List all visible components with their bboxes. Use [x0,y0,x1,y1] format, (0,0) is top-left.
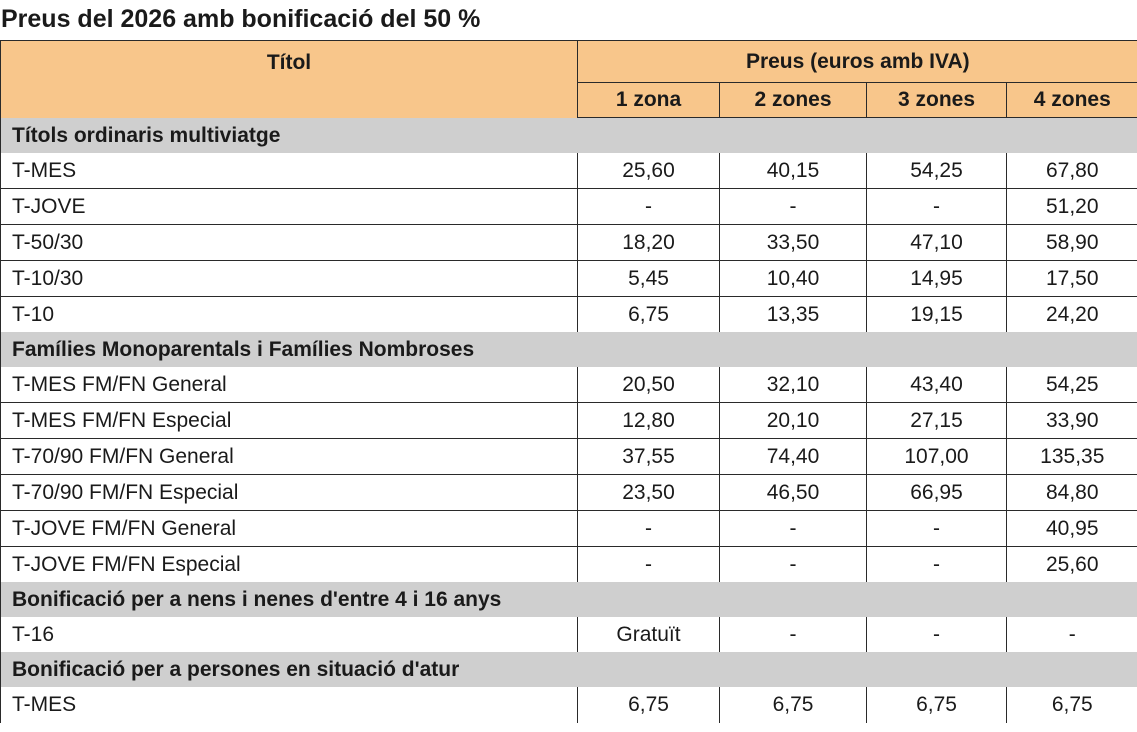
header-zone-4: 4 zones [1007,83,1137,118]
price-cell-zone-3: 19,15 [867,297,1007,333]
ticket-name-cell: T-JOVE [1,189,578,225]
header-title-column: Títol [1,41,578,118]
price-cell-zone-2: 10,40 [720,261,867,297]
price-cell-zone-1: 6,75 [578,297,720,333]
price-cell-zone-3: 107,00 [867,439,1007,475]
price-cell-zone-4: 40,95 [1007,511,1137,547]
price-cell-zone-4: 51,20 [1007,189,1137,225]
ticket-name-cell: T-50/30 [1,225,578,261]
price-cell-zone-3: 27,15 [867,403,1007,439]
price-cell-zone-1: 23,50 [578,475,720,511]
section-header-row [1,652,1137,687]
ticket-name-cell: T-JOVE FM/FN Especial [1,547,578,583]
price-cell-zone-2: 13,35 [720,297,867,333]
ticket-name-cell: T-MES [1,153,578,189]
table-row [1,511,1137,547]
table-row [1,225,1137,261]
table-row [1,475,1137,511]
price-cell-zone-2: 46,50 [720,475,867,511]
section-title: Títols ordinaris multiviatge [1,118,1137,154]
price-cell-zone-1: 37,55 [578,439,720,475]
price-cell-zone-4: 6,75 [1007,687,1137,723]
price-cell-zone-1: - [578,547,720,583]
section-title: Famílies Monoparentals i Famílies Nombroses [1,332,1137,367]
section-title: Bonificació per a persones en situació d'atur [1,652,1137,687]
table-row [1,153,1137,189]
price-cell-zone-2: - [720,511,867,547]
ticket-name-cell: T-10 [1,297,578,333]
price-cell-zone-4: 33,90 [1007,403,1137,439]
table-row [1,189,1137,225]
table-row [1,297,1137,333]
price-cell-zone-1: 12,80 [578,403,720,439]
table-row [1,261,1137,297]
price-cell-zone-1: 5,45 [578,261,720,297]
header-zone-2: 2 zones [720,83,867,118]
section-title: Bonificació per a nens i nenes d'entre 4 i 16 anys [1,582,1137,617]
price-cell-zone-1: 25,60 [578,153,720,189]
price-cell-zone-4: - [1007,617,1137,652]
table-row [1,439,1137,475]
price-cell-zone-1: - [578,511,720,547]
price-cell-zone-3: 66,95 [867,475,1007,511]
table-row [1,367,1137,403]
header-prices-column: Preus (euros amb IVA) [578,41,1137,83]
ticket-name-cell: T-MES [1,687,578,723]
price-cell-zone-3: 43,40 [867,367,1007,403]
price-cell-zone-4: 54,25 [1007,367,1137,403]
price-cell-zone-2: 40,15 [720,153,867,189]
section-header-row [1,332,1137,367]
ticket-name-cell: T-70/90 FM/FN General [1,439,578,475]
table-row [1,687,1137,723]
ticket-name-cell: T-16 [1,617,578,652]
price-cell-zone-4: 58,90 [1007,225,1137,261]
price-cell-zone-2: 32,10 [720,367,867,403]
price-cell-zone-3: - [867,511,1007,547]
price-cell-zone-3: - [867,547,1007,583]
price-cell-zone-2: 6,75 [720,687,867,723]
ticket-name-cell: T-MES FM/FN General [1,367,578,403]
price-cell-zone-2: 33,50 [720,225,867,261]
price-cell-zone-2: 74,40 [720,439,867,475]
prices-table [0,40,1137,723]
price-cell-zone-3: 6,75 [867,687,1007,723]
table-body [1,118,1137,724]
price-cell-zone-1: 20,50 [578,367,720,403]
price-cell-zone-4: 84,80 [1007,475,1137,511]
price-cell-zone-1: 18,20 [578,225,720,261]
table-row [1,617,1137,652]
ticket-name-cell: T-MES FM/FN Especial [1,403,578,439]
price-cell-zone-2: - [720,189,867,225]
header-zone-1: 1 zona [578,83,720,118]
price-cell-zone-1: Gratuït [578,617,720,652]
page-title: Preus del 2026 amb bonificació del 50 % [1,5,481,33]
price-cell-zone-3: - [867,189,1007,225]
price-cell-zone-4: 25,60 [1007,547,1137,583]
price-cell-zone-1: 6,75 [578,687,720,723]
header-zone-3: 3 zones [867,83,1007,118]
price-cell-zone-2: - [720,617,867,652]
table-row [1,403,1137,439]
section-header-row [1,582,1137,617]
price-cell-zone-2: 20,10 [720,403,867,439]
price-cell-zone-3: 47,10 [867,225,1007,261]
price-cell-zone-2: - [720,547,867,583]
price-cell-zone-3: 14,95 [867,261,1007,297]
price-cell-zone-3: - [867,617,1007,652]
ticket-name-cell: T-JOVE FM/FN General [1,511,578,547]
ticket-name-cell: T-70/90 FM/FN Especial [1,475,578,511]
ticket-name-cell: T-10/30 [1,261,578,297]
price-cell-zone-4: 135,35 [1007,439,1137,475]
price-cell-zone-3: 54,25 [867,153,1007,189]
price-cell-zone-4: 17,50 [1007,261,1137,297]
section-header-row [1,118,1137,154]
price-cell-zone-4: 67,80 [1007,153,1137,189]
header-row-main [1,41,1137,83]
table-row [1,547,1137,583]
price-cell-zone-1: - [578,189,720,225]
price-cell-zone-4: 24,20 [1007,297,1137,333]
